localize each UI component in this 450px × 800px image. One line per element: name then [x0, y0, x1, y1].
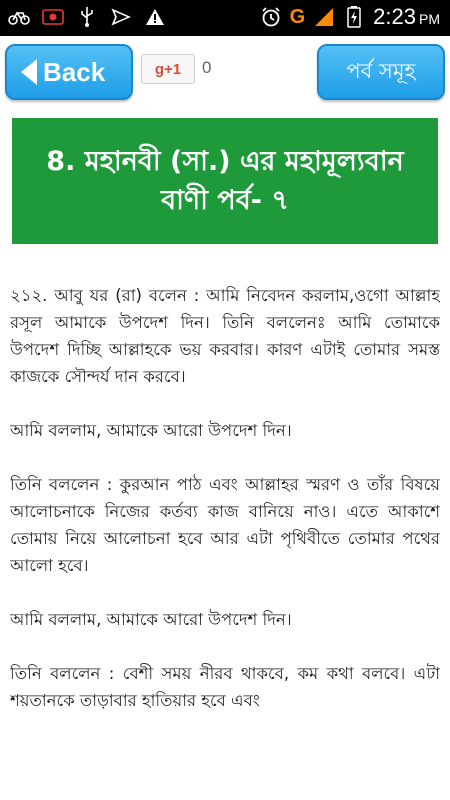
- clock: [373, 4, 440, 30]
- send-icon: [110, 6, 132, 28]
- bike-icon: [8, 6, 30, 28]
- google-plus-one-label: g+1: [154, 60, 182, 78]
- signal-icon: [313, 6, 335, 28]
- notification-icons: [8, 6, 166, 28]
- back-arrow-icon: [21, 59, 37, 85]
- google-plus-count: 0: [202, 58, 212, 77]
- back-button-label: Back: [43, 56, 106, 87]
- paragraph: তিনি বললেন : কুরআন পাঠ এবং আল্লাহর স্মরণ ও তাঁর বিষয়ে আলোচনাকে নিজের কর্তব্য কাজ বানিয়ে নাও। এতে আকাশে তোমায় নিয়ে আলোচনা হবে আর এটা পৃথিবীতে তোমার পথের আলো হবে।: [10, 475, 440, 575]
- paragraph: আমি বললাম, আমাকে আরো উপদেশ দিন।: [10, 421, 292, 440]
- paragraph: ২১২. আবু যর (রা) বলেন : আমি নিবেদন করলাম,ওগো আল্লাহ রসূল আমাকে উপদেশ দিন। তিনি বললেনঃ আমি তোমাকে উপদেশ দিচ্ছি আল্লাহকে ভয় করবার। কারণ এটাই তোমার সমস্ত কাজকে সৌন্দর্য দান করবে।: [10, 286, 440, 386]
- toolbar: [0, 36, 450, 108]
- chapter-title-banner: [12, 118, 438, 244]
- network-type-label: G: [289, 5, 306, 28]
- record-icon: [42, 6, 64, 28]
- alarm-icon: [260, 6, 282, 28]
- google-plus-one-button[interactable]: [141, 54, 195, 84]
- battery-icon: [343, 6, 365, 28]
- usb-icon: [76, 6, 98, 28]
- warning-icon: [144, 6, 166, 28]
- clock-time: 2:23: [373, 4, 416, 29]
- chapters-button[interactable]: [317, 44, 445, 100]
- system-icons: [260, 4, 440, 30]
- paragraph: তিনি বললেন : বেশী সময় নীরব থাকবে, কম কথা বলবে। এটা শয়তানকে তাড়াবার হাতিয়ার হবে এবং: [10, 664, 440, 710]
- chapters-button-label: পর্ব সমূহ: [346, 58, 416, 83]
- chapter-title: 8. মহানবী (সা.) এর মহামূল্যবান বাণী পর্ব- ৭: [46, 145, 404, 216]
- clock-ampm: PM: [419, 11, 440, 27]
- paragraph: আমি বললাম, আমাকে আরো উপদেশ দিন।: [10, 610, 292, 629]
- article-body[interactable]: [10, 282, 440, 800]
- back-button[interactable]: [5, 44, 133, 100]
- status-bar: [0, 0, 450, 36]
